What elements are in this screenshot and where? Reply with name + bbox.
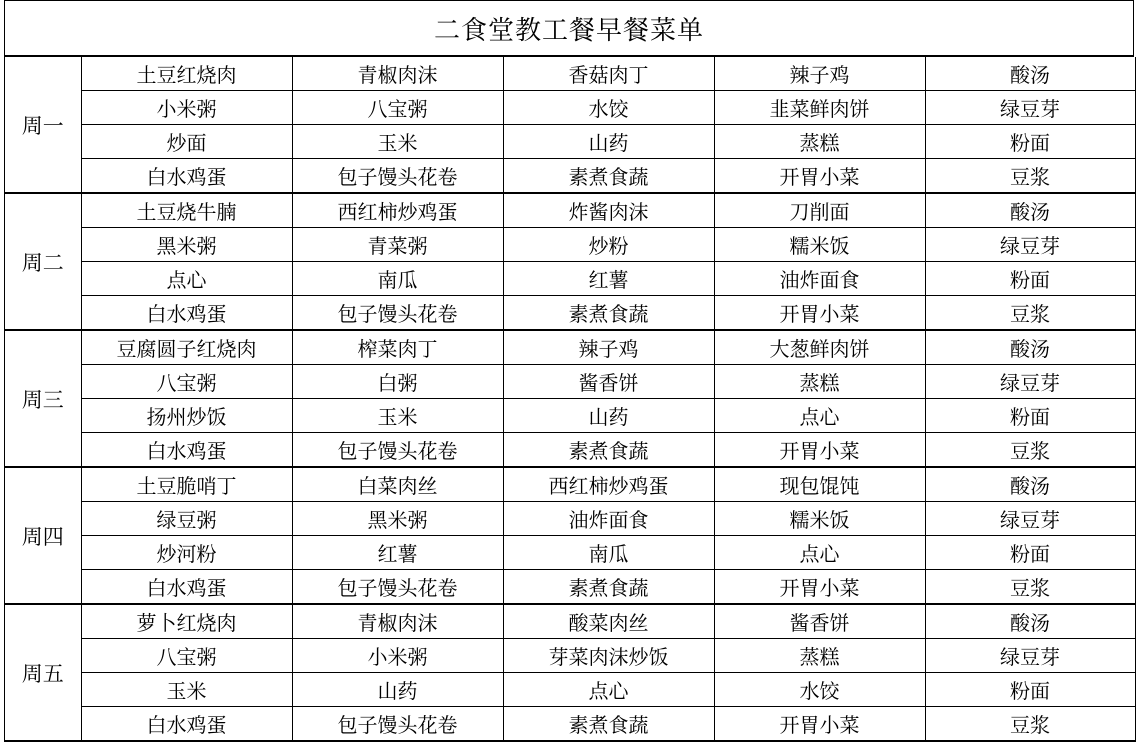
menu-table	[5, 57, 1136, 742]
menu-table-body	[5, 57, 1135, 741]
dish-cell[interactable]: 绿豆芽	[925, 365, 1135, 399]
dish-cell[interactable]: 豆浆	[925, 570, 1135, 605]
dish-cell[interactable]: 开胃小菜	[714, 707, 925, 742]
dish-cell[interactable]: 素煮食蔬	[503, 433, 714, 468]
dish-cell[interactable]: 炒粉	[503, 228, 714, 262]
dish-cell[interactable]: 包子馒头花卷	[292, 159, 503, 194]
dish-cell[interactable]: 绿豆芽	[925, 228, 1135, 262]
dish-cell[interactable]: 南瓜	[503, 536, 714, 570]
table-row	[5, 673, 1135, 707]
dish-cell[interactable]: 香菇肉丁	[503, 57, 714, 91]
table-row	[5, 125, 1135, 159]
dish-cell[interactable]: 酸菜肉丝	[503, 604, 714, 639]
dish-cell[interactable]: 榨菜肉丁	[292, 330, 503, 365]
dish-cell[interactable]: 山药	[503, 399, 714, 433]
dish-cell[interactable]: 水饺	[714, 673, 925, 707]
dish-cell[interactable]: 青菜粥	[292, 228, 503, 262]
dish-cell[interactable]: 韭菜鲜肉饼	[714, 91, 925, 125]
dish-cell[interactable]: 白粥	[292, 365, 503, 399]
dish-cell[interactable]: 南瓜	[292, 262, 503, 296]
dish-cell[interactable]: 酸汤	[925, 604, 1135, 639]
dish-cell[interactable]: 包子馒头花卷	[292, 570, 503, 605]
table-row	[5, 91, 1135, 125]
dish-cell[interactable]: 包子馒头花卷	[292, 296, 503, 331]
dish-cell[interactable]: 土豆红烧肉	[81, 57, 292, 91]
dish-cell[interactable]: 现包馄饨	[714, 467, 925, 502]
dish-cell[interactable]: 青椒肉沫	[292, 604, 503, 639]
dish-cell[interactable]: 豆浆	[925, 707, 1135, 742]
dish-cell[interactable]: 土豆脆哨丁	[81, 467, 292, 502]
day-label-cell[interactable]: 周四	[5, 467, 81, 604]
dish-cell[interactable]: 八宝粥	[81, 639, 292, 673]
dish-cell[interactable]: 玉米	[81, 673, 292, 707]
table-row	[5, 296, 1135, 331]
dish-cell[interactable]: 绿豆芽	[925, 91, 1135, 125]
dish-cell[interactable]: 粉面	[925, 399, 1135, 433]
dish-cell[interactable]: 西红柿炒鸡蛋	[503, 467, 714, 502]
dish-cell[interactable]: 酱香饼	[714, 604, 925, 639]
dish-cell[interactable]: 芽菜肉沫炒饭	[503, 639, 714, 673]
dish-cell[interactable]: 西红柿炒鸡蛋	[292, 193, 503, 228]
table-row	[5, 159, 1135, 194]
dish-cell[interactable]: 白水鸡蛋	[81, 296, 292, 331]
table-row	[5, 193, 1135, 228]
dish-cell[interactable]: 红薯	[292, 536, 503, 570]
day-label-cell[interactable]: 周三	[5, 330, 81, 467]
dish-cell[interactable]: 素煮食蔬	[503, 159, 714, 194]
dish-cell[interactable]: 绿豆粥	[81, 502, 292, 536]
dish-cell[interactable]: 黑米粥	[81, 228, 292, 262]
dish-cell[interactable]: 八宝粥	[292, 91, 503, 125]
table-row	[5, 536, 1135, 570]
dish-cell[interactable]: 辣子鸡	[714, 57, 925, 91]
dish-cell[interactable]: 开胃小菜	[714, 570, 925, 605]
dish-cell[interactable]: 粉面	[925, 125, 1135, 159]
dish-cell[interactable]: 点心	[81, 262, 292, 296]
dish-cell[interactable]: 绿豆芽	[925, 502, 1135, 536]
dish-cell[interactable]: 水饺	[503, 91, 714, 125]
dish-cell[interactable]: 刀削面	[714, 193, 925, 228]
dish-cell[interactable]: 小米粥	[292, 639, 503, 673]
table-row	[5, 433, 1135, 468]
dish-cell[interactable]: 炸酱肉沫	[503, 193, 714, 228]
dish-cell[interactable]: 蒸糕	[714, 125, 925, 159]
dish-cell[interactable]: 小米粥	[81, 91, 292, 125]
dish-cell[interactable]: 素煮食蔬	[503, 570, 714, 605]
dish-cell[interactable]: 油炸面食	[714, 262, 925, 296]
dish-cell[interactable]: 山药	[292, 673, 503, 707]
table-row	[5, 707, 1135, 742]
menu-title[interactable]: 二食堂教工餐早餐菜单	[5, 1, 1134, 57]
dish-cell[interactable]: 白水鸡蛋	[81, 570, 292, 605]
dish-cell[interactable]: 包子馒头花卷	[292, 433, 503, 468]
dish-cell[interactable]: 绿豆芽	[925, 639, 1135, 673]
dish-cell[interactable]: 粉面	[925, 262, 1135, 296]
dish-cell[interactable]: 青椒肉沫	[292, 57, 503, 91]
dish-cell[interactable]: 开胃小菜	[714, 433, 925, 468]
dish-cell[interactable]: 包子馒头花卷	[292, 707, 503, 742]
dish-cell[interactable]: 炒面	[81, 125, 292, 159]
dish-cell[interactable]: 素煮食蔬	[503, 296, 714, 331]
menu-sheet	[4, 0, 1134, 742]
table-row	[5, 639, 1135, 673]
dish-cell[interactable]: 点心	[503, 673, 714, 707]
table-row	[5, 330, 1135, 365]
dish-cell[interactable]: 白菜肉丝	[292, 467, 503, 502]
dish-cell[interactable]: 白水鸡蛋	[81, 433, 292, 468]
dish-cell[interactable]: 开胃小菜	[714, 159, 925, 194]
table-row	[5, 365, 1135, 399]
dish-cell[interactable]: 扬州炒饭	[81, 399, 292, 433]
dish-cell[interactable]: 酱香饼	[503, 365, 714, 399]
dish-cell[interactable]: 山药	[503, 125, 714, 159]
dish-cell[interactable]: 八宝粥	[81, 365, 292, 399]
dish-cell[interactable]: 白水鸡蛋	[81, 707, 292, 742]
dish-cell[interactable]: 豆浆	[925, 159, 1135, 194]
table-row	[5, 570, 1135, 605]
day-label-cell[interactable]: 周二	[5, 193, 81, 330]
dish-cell[interactable]: 玉米	[292, 125, 503, 159]
table-row	[5, 467, 1135, 502]
dish-cell[interactable]: 粉面	[925, 536, 1135, 570]
table-row	[5, 228, 1135, 262]
dish-cell[interactable]: 糯米饭	[714, 502, 925, 536]
dish-cell[interactable]: 酸汤	[925, 57, 1135, 91]
dish-cell[interactable]: 点心	[714, 536, 925, 570]
dish-cell[interactable]: 萝卜红烧肉	[81, 604, 292, 639]
dish-cell[interactable]: 点心	[714, 399, 925, 433]
dish-cell[interactable]: 开胃小菜	[714, 296, 925, 331]
dish-cell[interactable]: 豆浆	[925, 433, 1135, 468]
dish-cell[interactable]: 蒸糕	[714, 639, 925, 673]
dish-cell[interactable]: 土豆烧牛腩	[81, 193, 292, 228]
table-row	[5, 604, 1135, 639]
table-row	[5, 262, 1135, 296]
dish-cell[interactable]: 炒河粉	[81, 536, 292, 570]
table-row	[5, 502, 1135, 536]
day-label-cell[interactable]: 周一	[5, 57, 81, 193]
dish-cell[interactable]: 红薯	[503, 262, 714, 296]
dish-cell[interactable]: 油炸面食	[503, 502, 714, 536]
dish-cell[interactable]: 白水鸡蛋	[81, 159, 292, 194]
dish-cell[interactable]: 酸汤	[925, 330, 1135, 365]
dish-cell[interactable]: 豆腐圆子红烧肉	[81, 330, 292, 365]
dish-cell[interactable]: 糯米饭	[714, 228, 925, 262]
dish-cell[interactable]: 素煮食蔬	[503, 707, 714, 742]
dish-cell[interactable]: 酸汤	[925, 193, 1135, 228]
dish-cell[interactable]: 粉面	[925, 673, 1135, 707]
dish-cell[interactable]: 蒸糕	[714, 365, 925, 399]
dish-cell[interactable]: 黑米粥	[292, 502, 503, 536]
day-label-cell[interactable]: 周五	[5, 604, 81, 741]
dish-cell[interactable]: 酸汤	[925, 467, 1135, 502]
dish-cell[interactable]: 豆浆	[925, 296, 1135, 331]
dish-cell[interactable]: 辣子鸡	[503, 330, 714, 365]
dish-cell[interactable]: 大葱鲜肉饼	[714, 330, 925, 365]
dish-cell[interactable]: 玉米	[292, 399, 503, 433]
table-row	[5, 57, 1135, 91]
table-row	[5, 399, 1135, 433]
